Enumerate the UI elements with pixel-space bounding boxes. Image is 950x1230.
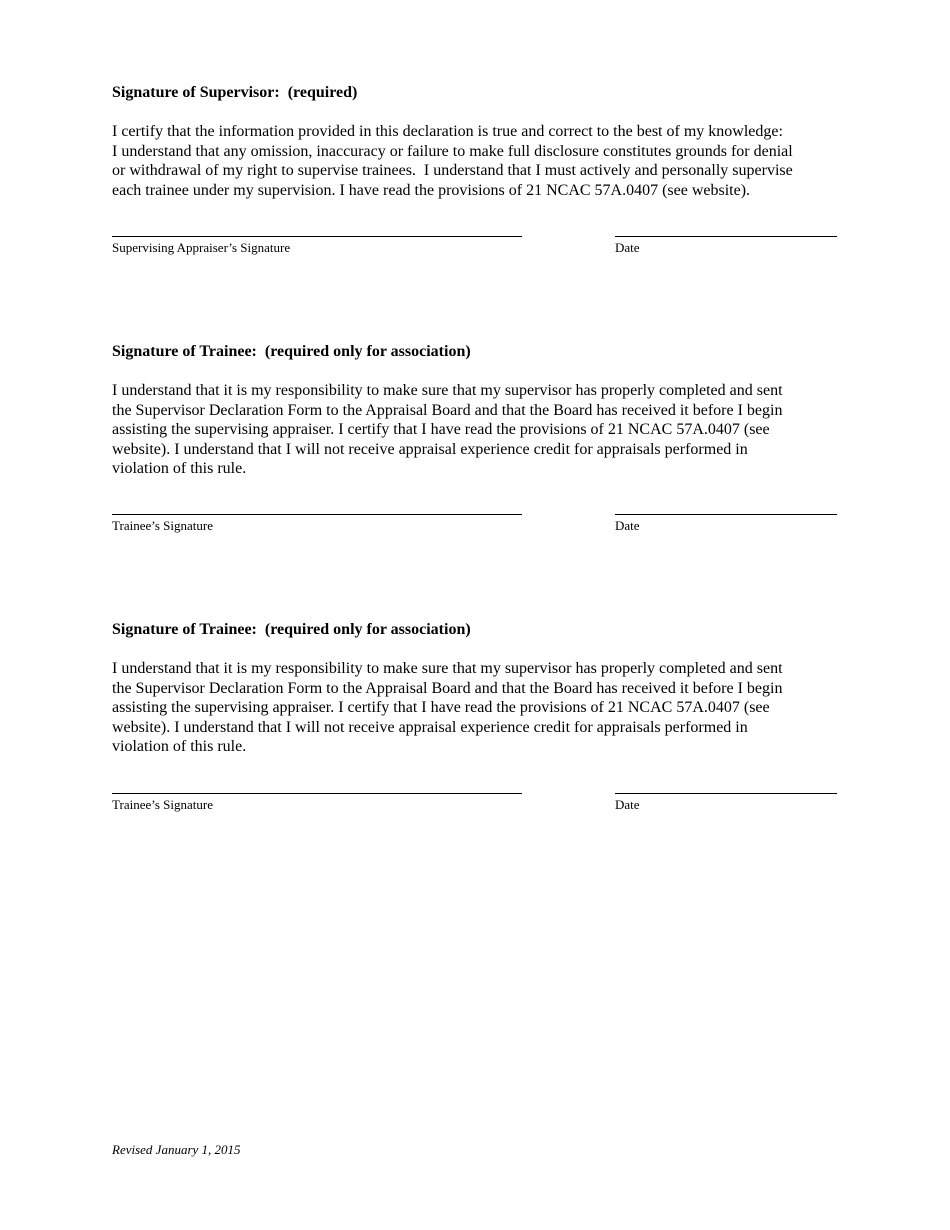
date-label: Date [615, 240, 640, 255]
date-label: Date [615, 518, 640, 533]
paragraph-line: I understand that it is my responsibility to make sure that my supervisor has properly completed and sent [112, 660, 783, 677]
signature-line[interactable] [112, 236, 522, 237]
paragraph-line: or withdrawal of my right to supervise trainees. I understand that I must actively and personally supervise [112, 162, 793, 180]
signature-line[interactable] [112, 514, 522, 515]
paragraph-line: violation of this rule. [112, 738, 247, 756]
section-heading: Signature of Trainee: (required only for association) [112, 621, 471, 638]
section-heading: Signature of Trainee: (required only for association) [112, 343, 471, 360]
date-line[interactable] [615, 236, 837, 237]
paragraph-line: I understand that any omission, inaccuracy or failure to make full disclosure constitutes grounds for denial [112, 142, 793, 160]
date-label: Date [615, 797, 640, 812]
paragraph-line: I understand that it is my responsibility to make sure that my supervisor has properly completed and sent [112, 382, 783, 399]
trainee-section [112, 620, 842, 820]
paragraph-line: the Supervisor Declaration Form to the Appraisal Board and that the Board has received it before I begin [112, 679, 783, 697]
trainee-section [112, 342, 842, 542]
paragraph-line: the Supervisor Declaration Form to the Appraisal Board and that the Board has received it before I begin [112, 401, 783, 419]
paragraph-line: assisting the supervising appraiser. I certify that I have read the provisions of 21 NCAC 57A.0407 (see [112, 421, 770, 439]
signature-label: Trainee’s Signature [112, 518, 213, 533]
paragraph-line: I certify that the information provided in this declaration is true and correct to the best of my knowledge: [112, 123, 783, 140]
certification-paragraph [112, 122, 842, 200]
paragraph-line: each trainee under my supervision. I have read the provisions of 21 NCAC 57A.0407 (see website). [112, 181, 751, 199]
paragraph-line: website). I understand that I will not receive appraisal experience credit for appraisals performed in [112, 440, 748, 458]
signature-label: Supervising Appraiser’s Signature [112, 240, 291, 255]
paragraph-line: assisting the supervising appraiser. I certify that I have read the provisions of 21 NCAC 57A.0407 (see [112, 699, 770, 717]
supervisor-section [112, 83, 842, 263]
acknowledgement-paragraph [112, 659, 842, 757]
revision-note: Revised January 1, 2015 [112, 1142, 241, 1157]
paragraph-line: website). I understand that I will not receive appraisal experience credit for appraisals performed in [112, 718, 748, 736]
signature-label: Trainee’s Signature [112, 797, 213, 812]
signature-line[interactable] [112, 793, 522, 794]
paragraph-line: violation of this rule. [112, 460, 247, 478]
acknowledgement-paragraph [112, 381, 842, 479]
date-line[interactable] [615, 514, 837, 515]
section-heading: Signature of Supervisor: (required) [112, 84, 358, 101]
date-line[interactable] [615, 793, 837, 794]
